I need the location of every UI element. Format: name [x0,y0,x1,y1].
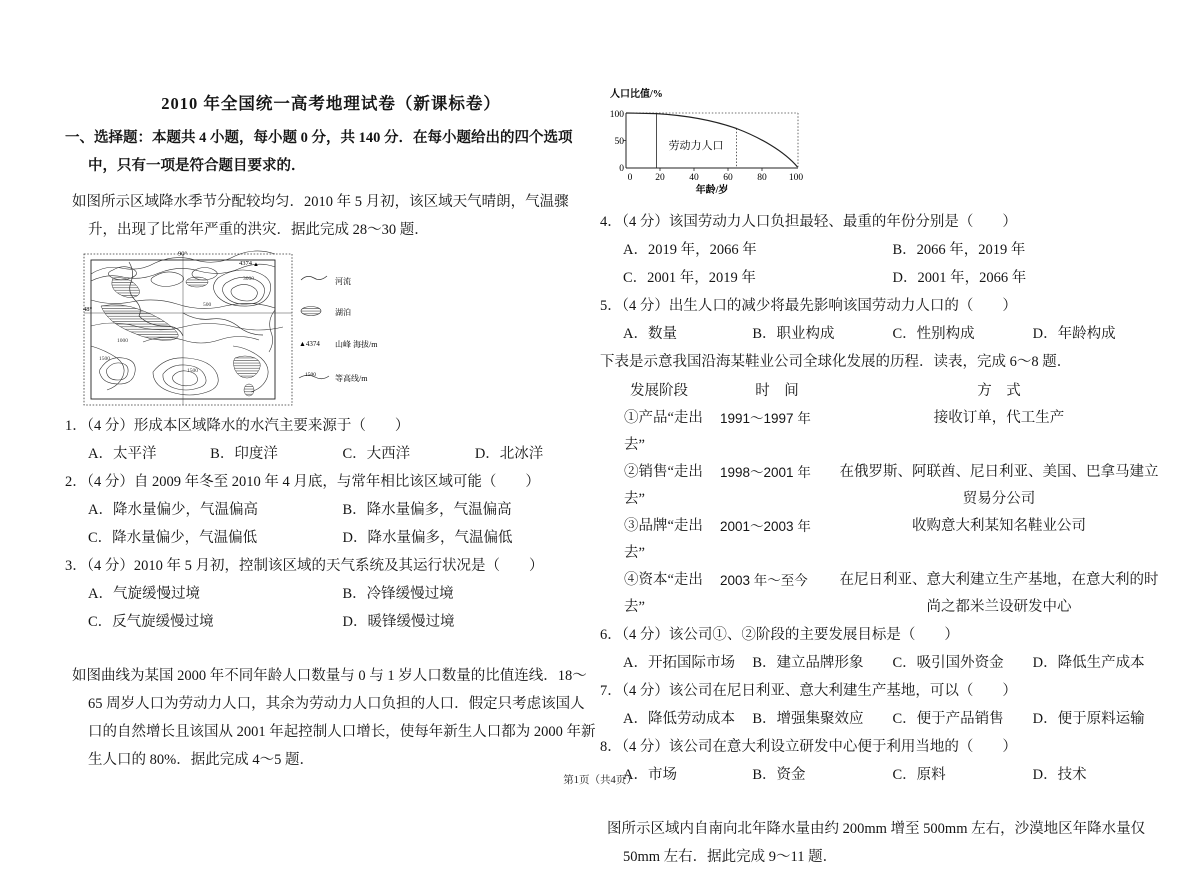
answer-option: C．原料 [892,767,946,783]
answer-option: C．降水量偏少，气温偏低 [88,530,258,546]
question [600,677,1162,733]
globalization-table [600,378,1162,621]
table-cell-time: 1998～2001 年 [720,465,811,480]
answer-option: C．反气旋缓慢过境 [88,614,214,630]
answer-option: A．气旋缓慢过境 [88,586,200,602]
question-stem: 6．（4 分）该公司①、②阶段的主要发展目标是（ ） [600,627,959,643]
answer-option: C．大西洋 [342,446,411,462]
svg-text:1500: 1500 [187,368,198,374]
answer-option: B．增强集聚效应 [752,711,864,727]
table-header-way: 方 式 [977,383,1021,399]
chart-y-axis-title: 人口比值/% [610,89,663,100]
answer-option: D．降低生产成本 [1032,655,1145,671]
population-ratio-chart [608,86,820,200]
table-cell-stage: ②销售“走出去” [624,464,703,507]
legend-item-contour [299,372,368,383]
answer-option: C．便于产品销售 [892,711,1004,727]
answer-option: B．2066 年，2019 年 [892,242,1026,258]
questions-4-5 [600,208,1162,348]
chart-x-ticks [628,168,804,183]
table-cell-stage: ①产品“走出去” [624,410,703,453]
option-row [600,264,1162,292]
answer-option: B．印度洋 [210,446,278,462]
table-intro-paragraph: 下表是示意我国沿海某鞋业公司全球化发展的历程．读表，完成 6～8 题． [600,354,1072,370]
table-cell-stage: ④资本“走出去” [624,572,703,615]
answer-option: D．2001 年，2066 年 [892,270,1027,286]
answer-option: A．2019 年，2066 年 [623,242,757,258]
legend-label: 湖泊 [335,308,351,317]
answer-option: A．降低劳动成本 [623,711,735,727]
map-outer-frame [84,254,292,405]
table-cell-way: 收购意大利某知名鞋业公司 [912,518,1086,534]
option-row [65,524,597,552]
legend-item-river [301,276,351,286]
chart-annotation-labor-population: 劳动力人口 [668,140,724,152]
right-column [600,84,1162,871]
legend-item-lake [301,307,351,318]
question-stem: 8．（4 分）该公司在意大利设立研发中心便于利用当地的（ ） [600,739,1017,755]
option-row [65,496,597,524]
chart-y-ticks [610,110,626,174]
question [600,621,1162,677]
map-longitude-label: 90° [178,250,188,258]
answer-option: A．市场 [623,767,677,783]
svg-text:500: 500 [203,302,212,308]
mountain-peak-icon: ▲ [253,262,259,268]
map-peak-value: 4374 [239,260,252,267]
answer-option: C．2001 年，2019 年 [623,270,756,286]
contour-map-svg [83,250,395,408]
answer-option: A．开拓国际市场 [623,655,735,671]
table-cell-way: 接收订单，代工生产 [933,410,1065,426]
intro-paragraph-2: 如图曲线为某国 2000 年不同年龄人口数量与 0 与 1 岁人口数量的比值连线．18～65 周岁人口为劳动力人口，其余为劳动力人口负担的人口．假定只考虑该国人口的自然增长且该国从 2001 年起控制人口增长，使每年新生人口都为 2000 年新生人口的 80%．据此完成 4～5 题． [72,668,596,768]
answer-option: B．职业构成 [752,326,835,342]
question [65,412,597,468]
table-cell-way: 在俄罗斯、阿联酋、尼日利亚、美国、巴拿马建立贸易分公司 [839,464,1159,507]
svg-text:0: 0 [627,173,633,183]
table-cell-time: 2003 年～至今 [720,573,808,588]
svg-text:3000: 3000 [243,276,254,282]
section-header: 一、选择题：本题共 4 小题，每小题 0 分，共 140 分．在每小题给出的四个选项中，只有一项是符合题目要求的． [65,130,573,174]
option-row [65,440,597,468]
questions-6-8 [600,621,1162,789]
answer-option: A．太平洋 [88,446,157,462]
intro-paragraph-1: 如图所示区域降水季节分配较均匀．2010 年 5 月初，该区域天气晴朗，气温骤升，出现了比常年严重的洪灾．据此完成 28～30 题． [72,194,569,238]
svg-text:50: 50 [614,137,624,147]
option-row [65,580,597,608]
page-title: 2010 年全国统一高考地理试卷（新课标卷） [161,94,501,113]
answer-option: D．降水量偏多，气温偏低 [342,530,513,546]
answer-option: B．冷锋缓慢过境 [342,586,454,602]
table-header-stage: 发展阶段 [630,383,688,399]
question-stem: 3．（4 分）2010 年 5 月初，控制该区域的天气系统及其运行状况是（ ） [65,558,544,574]
legend-label: 河流 [335,277,351,286]
population-chart-svg [608,86,820,200]
answer-option: D．暖锋缓慢过境 [342,614,455,630]
questions-1-3 [65,412,597,636]
answer-option: C．性别构成 [892,326,975,342]
question-stem: 7．（4 分）该公司在尼日利亚、意大利建生产基地，可以（ ） [600,683,1017,699]
left-column [65,84,597,774]
contour-icon-value: 1500 [305,372,316,378]
svg-text:40: 40 [689,173,699,183]
table-cell-way: 在尼日利亚、意大利建立生产基地，在意大利的时尚之都米兰设研发中心 [839,572,1159,615]
answer-option: D．技术 [1032,767,1087,783]
question [600,292,1162,348]
question-stem: 2．（4 分）自 2009 年冬至 2010 年 4 月底，与常年相比该区域可能（ ） [65,474,540,490]
table-cell-time: 2001～2003 年 [720,519,811,534]
svg-text:20: 20 [655,173,665,183]
page-number-footer: 第1页（共4页） [563,775,637,786]
option-row [600,236,1162,264]
svg-text:0: 0 [619,164,624,174]
river-icon [301,276,327,280]
option-row [600,705,1162,733]
contour-map-figure [83,250,395,408]
svg-text:80: 80 [757,173,767,183]
question-stem: 1．（4 分）形成本区域降水的水汽主要来源于（ ） [65,418,410,434]
answer-option: D．年龄构成 [1032,326,1116,342]
answer-option: A．降水量偏少，气温偏高 [88,502,258,518]
option-row [600,320,1162,348]
map-graticule [84,254,292,405]
answer-option: B．降水量偏多，气温偏高 [342,502,512,518]
option-row [65,608,597,636]
answer-option: B．建立品牌形象 [752,655,864,671]
svg-text:100: 100 [788,173,804,183]
map-latitude-label: 48° [83,306,93,313]
question [65,552,597,636]
svg-text:1000: 1000 [117,338,128,344]
legend-label: 山峰 海拔/m [335,340,378,349]
option-row [600,649,1162,677]
answer-option: D．便于原料运输 [1032,711,1145,727]
question [600,208,1162,292]
question [65,468,597,552]
chart-x-axis-title: 年龄/岁 [695,185,729,196]
svg-text:60: 60 [723,173,733,183]
peak-icon: ▲4374 [299,340,320,348]
answer-option: B．资金 [752,767,806,783]
svg-text:100: 100 [609,110,624,120]
answer-option: D．北冰洋 [474,446,544,462]
svg-text:1500: 1500 [99,356,110,362]
legend-item-peak [299,339,378,349]
table-cell-stage: ③品牌“走出去” [624,518,703,561]
question-stem: 4．（4 分）该国劳动力人口负担最轻、最重的年份分别是（ ） [600,214,1017,230]
map-legend [299,276,378,383]
answer-option: C．吸引国外资金 [892,655,1004,671]
lake-icon [301,307,321,316]
legend-label: 等高线/m [335,374,368,383]
intro-paragraph-3: 图所示区域内自南向北年降水量由约 200mm 增至 500mm 左右，沙漠地区年降水量仅 50mm 左右．据此完成 9～11 题． [607,821,1146,865]
map-peak [239,260,259,268]
question-stem: 5．（4 分）出生人口的减少将最先影响该国劳动力人口的（ ） [600,298,1017,314]
table-header-time: 时 间 [755,383,799,399]
answer-option: A．数量 [623,326,677,342]
table-cell-time: 1991～1997 年 [720,411,811,426]
